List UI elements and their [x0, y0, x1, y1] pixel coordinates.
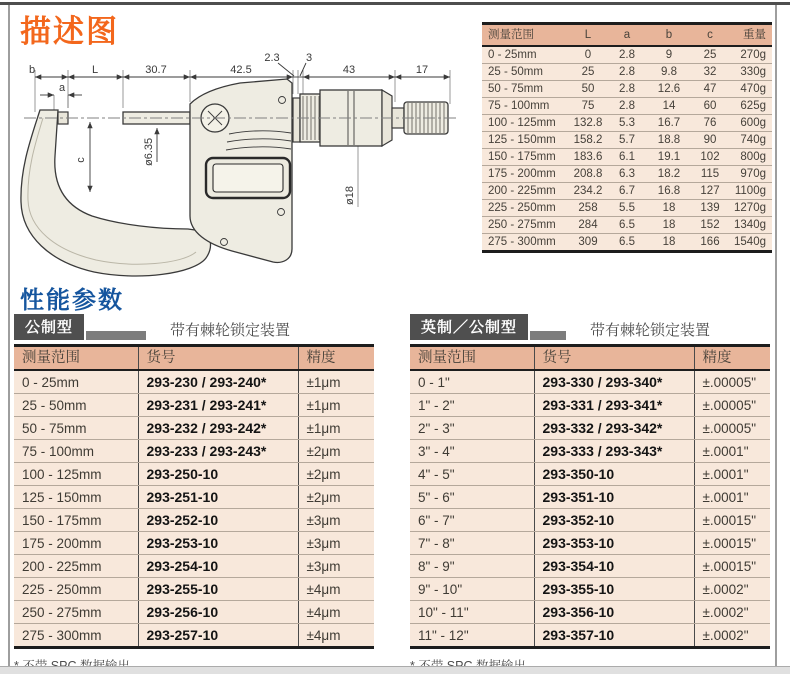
table-cell: 309 — [568, 234, 608, 252]
table-cell: 100 - 125mm — [482, 115, 568, 132]
column-header: c — [692, 24, 728, 47]
table-cell: 5.3 — [608, 115, 646, 132]
table-row — [482, 217, 772, 234]
table-row — [482, 149, 772, 166]
dim-label-43: 43 — [342, 64, 356, 76]
table-cell: 0 - 1" — [410, 370, 534, 394]
table-cell: 600g — [728, 115, 772, 132]
table-cell: 166 — [692, 234, 728, 252]
table-cell: 175 - 200mm — [482, 166, 568, 183]
table-cell: 293-333 / 293-343* — [534, 440, 694, 463]
column-header: a — [608, 24, 646, 47]
table-cell: 8" - 9" — [410, 555, 534, 578]
table-cell: ±4μm — [298, 601, 374, 624]
table-cell: 250 - 275mm — [482, 217, 568, 234]
table-cell: 18 — [646, 200, 692, 217]
table-cell: ±.00015" — [694, 509, 770, 532]
table-row — [410, 394, 770, 417]
table-cell: 293-252-10 — [138, 509, 298, 532]
column-header: 精度 — [694, 346, 770, 371]
table-row — [482, 166, 772, 183]
column-header: 重量 — [728, 24, 772, 47]
table-cell: 293-330 / 293-340* — [534, 370, 694, 394]
table-cell: 47 — [692, 81, 728, 98]
table-cell: ±.0002" — [694, 601, 770, 624]
table-cell: 5.5 — [608, 200, 646, 217]
table-row — [14, 532, 374, 555]
table-cell: 1" - 2" — [410, 394, 534, 417]
dim-label-3: 3 — [305, 52, 313, 64]
table-row — [482, 46, 772, 64]
table-cell: 258 — [568, 200, 608, 217]
table-cell: 102 — [692, 149, 728, 166]
table-cell: 50 - 75mm — [14, 417, 138, 440]
table-cell: 115 — [692, 166, 728, 183]
table-row — [14, 370, 374, 394]
table-cell: 132.8 — [568, 115, 608, 132]
table-row — [410, 532, 770, 555]
table-cell: 6" - 7" — [410, 509, 534, 532]
table-row — [482, 81, 772, 98]
inch-block — [410, 314, 770, 674]
table-cell: 800g — [728, 149, 772, 166]
table-cell: 470g — [728, 81, 772, 98]
table-cell: 330g — [728, 64, 772, 81]
table-cell: 293-255-10 — [138, 578, 298, 601]
column-header: 货号 — [534, 346, 694, 371]
dim-label-2-3: 2.3 — [264, 52, 280, 64]
header-row — [482, 24, 772, 47]
table-cell: 5.7 — [608, 132, 646, 149]
table-cell: ±.0001" — [694, 440, 770, 463]
header-row — [410, 346, 770, 371]
table-cell: 293-352-10 — [534, 509, 694, 532]
table-cell: 200 - 225mm — [482, 183, 568, 200]
table-cell: 12.6 — [646, 81, 692, 98]
table-cell: 175 - 200mm — [14, 532, 138, 555]
table-row — [410, 417, 770, 440]
table-row — [410, 578, 770, 601]
table-cell: 9 — [646, 46, 692, 64]
table-cell: 158.2 — [568, 132, 608, 149]
column-header: 货号 — [138, 346, 298, 371]
table-cell: 1340g — [728, 217, 772, 234]
section-title-description: 描述图 — [20, 14, 119, 49]
table-cell: ±.00005" — [694, 417, 770, 440]
table-cell: 2" - 3" — [410, 417, 534, 440]
table-cell: 6.5 — [608, 234, 646, 252]
table-cell: 293-332 / 293-342* — [534, 417, 694, 440]
table-row — [410, 624, 770, 648]
table-cell: 90 — [692, 132, 728, 149]
table-cell: 25 — [692, 46, 728, 64]
table-cell: 6.1 — [608, 149, 646, 166]
dim-label-spindle-diameter: ø6.35 — [143, 137, 155, 166]
table-cell: 275 - 300mm — [482, 234, 568, 252]
metric-badge-row — [14, 314, 374, 341]
table-cell: 275 - 300mm — [14, 624, 138, 648]
table-cell: 1100g — [728, 183, 772, 200]
table-row — [482, 200, 772, 217]
table-cell: ±2μm — [298, 440, 374, 463]
table-cell: 16.8 — [646, 183, 692, 200]
table-cell: 225 - 250mm — [482, 200, 568, 217]
table-row — [14, 440, 374, 463]
table-cell: 100 - 125mm — [14, 463, 138, 486]
inch-type-badge: 英制／公制型 — [410, 314, 528, 340]
table-cell: 2.8 — [608, 64, 646, 81]
inch-badge-row — [410, 314, 770, 341]
header-row — [14, 346, 374, 371]
table-row — [14, 463, 374, 486]
table-cell: 75 - 100mm — [482, 98, 568, 115]
table-row — [14, 624, 374, 648]
table-cell: 25 - 50mm — [482, 64, 568, 81]
table-cell: ±.0001" — [694, 486, 770, 509]
dim-label-b: b — [28, 64, 36, 76]
table-row — [410, 370, 770, 394]
table-cell: 250 - 275mm — [14, 601, 138, 624]
table-cell: ±.00015" — [694, 555, 770, 578]
dim-label-L: L — [91, 64, 99, 76]
table-cell: 2.8 — [608, 98, 646, 115]
column-header: 测量范围 — [482, 24, 568, 47]
table-cell: 625g — [728, 98, 772, 115]
table-cell: 60 — [692, 98, 728, 115]
page-border-right — [775, 5, 777, 668]
table-cell: ±4μm — [298, 578, 374, 601]
table-row — [14, 578, 374, 601]
table-row — [410, 463, 770, 486]
table-cell: 150 - 175mm — [482, 149, 568, 166]
table-cell: 50 — [568, 81, 608, 98]
table-cell: 284 — [568, 217, 608, 234]
table-cell: 293-331 / 293-341* — [534, 394, 694, 417]
dim-label-42-5: 42.5 — [230, 64, 252, 76]
table-cell: ±1μm — [298, 370, 374, 394]
section-title-performance: 性能参数 — [20, 287, 124, 314]
dim-label-30-7: 30.7 — [145, 64, 167, 76]
table-cell: ±1μm — [298, 417, 374, 440]
dimensions-table — [482, 22, 772, 253]
table-row — [14, 509, 374, 532]
table-cell: 4" - 5" — [410, 463, 534, 486]
dim-label-c: c — [75, 157, 87, 163]
table-cell: ±.0002" — [694, 624, 770, 648]
table-cell: ±3μm — [298, 555, 374, 578]
table-cell: 183.6 — [568, 149, 608, 166]
dim-label-a: a — [58, 82, 66, 94]
table-row — [410, 440, 770, 463]
table-cell: ±.00005" — [694, 370, 770, 394]
table-cell: 208.8 — [568, 166, 608, 183]
table-row — [410, 486, 770, 509]
table-cell: 7" - 8" — [410, 532, 534, 555]
table-cell: 150 - 175mm — [14, 509, 138, 532]
table-cell: 2.8 — [608, 81, 646, 98]
column-header: 测量范围 — [14, 346, 138, 371]
table-cell: 2.8 — [608, 46, 646, 64]
table-cell: 293-257-10 — [138, 624, 298, 648]
column-header: 精度 — [298, 346, 374, 371]
table-cell: ±.00005" — [694, 394, 770, 417]
column-header: b — [646, 24, 692, 47]
table-cell: 234.2 — [568, 183, 608, 200]
table-row — [410, 555, 770, 578]
table-cell: 293-230 / 293-240* — [138, 370, 298, 394]
table-row — [410, 601, 770, 624]
table-cell: 76 — [692, 115, 728, 132]
column-header: L — [568, 24, 608, 47]
table-cell: 127 — [692, 183, 728, 200]
table-cell: 293-351-10 — [534, 486, 694, 509]
table-cell: 75 — [568, 98, 608, 115]
table-cell: 0 — [568, 46, 608, 64]
table-cell: 0 - 25mm — [482, 46, 568, 64]
table-cell: 50 - 75mm — [482, 81, 568, 98]
table-cell: ±2μm — [298, 486, 374, 509]
table-row — [482, 64, 772, 81]
table-cell: 293-354-10 — [534, 555, 694, 578]
table-cell: 14 — [646, 98, 692, 115]
table-cell: 25 - 50mm — [14, 394, 138, 417]
metric-subtitle: 带有棘轮锁定装置 — [170, 322, 291, 339]
table-cell: 152 — [692, 217, 728, 234]
table-cell: 6.5 — [608, 217, 646, 234]
table-row — [482, 234, 772, 252]
table-cell: 75 - 100mm — [14, 440, 138, 463]
table-cell: 293-250-10 — [138, 463, 298, 486]
table-row — [482, 98, 772, 115]
metric-type-badge: 公制型 — [14, 314, 84, 340]
table-cell: 18.8 — [646, 132, 692, 149]
table-cell: 6.3 — [608, 166, 646, 183]
table-row — [482, 132, 772, 149]
table-cell: 19.1 — [646, 149, 692, 166]
table-cell: ±.00015" — [694, 532, 770, 555]
table-cell: 225 - 250mm — [14, 578, 138, 601]
table-row — [14, 486, 374, 509]
table-cell: 293-357-10 — [534, 624, 694, 648]
badge-bar — [530, 331, 566, 340]
table-cell: 293-254-10 — [138, 555, 298, 578]
frame — [21, 110, 211, 276]
micrometer-diagram — [10, 50, 470, 282]
table-row — [482, 183, 772, 200]
table-cell: 293-233 / 293-243* — [138, 440, 298, 463]
table-cell: 32 — [692, 64, 728, 81]
table-cell: 293-251-10 — [138, 486, 298, 509]
table-cell: 18.2 — [646, 166, 692, 183]
table-cell: 293-256-10 — [138, 601, 298, 624]
table-cell: 740g — [728, 132, 772, 149]
table-cell: ±3μm — [298, 509, 374, 532]
table-cell: 10" - 11" — [410, 601, 534, 624]
table-cell: 125 - 150mm — [482, 132, 568, 149]
table-cell: 200 - 225mm — [14, 555, 138, 578]
table-cell: 270g — [728, 46, 772, 64]
table-cell: 0 - 25mm — [14, 370, 138, 394]
table-cell: 9.8 — [646, 64, 692, 81]
micrometer-body — [21, 79, 458, 276]
table-cell: ±2μm — [298, 463, 374, 486]
table-cell: ±1μm — [298, 394, 374, 417]
display-screen — [213, 164, 283, 192]
table-cell: ±.0001" — [694, 463, 770, 486]
table-row — [14, 417, 374, 440]
table-cell: 1540g — [728, 234, 772, 252]
table-cell: 125 - 150mm — [14, 486, 138, 509]
table-cell: 293-350-10 — [534, 463, 694, 486]
table-cell: ±.0002" — [694, 578, 770, 601]
table-cell: ±4μm — [298, 624, 374, 648]
table-cell: 6.7 — [608, 183, 646, 200]
dim-label-17: 17 — [415, 64, 429, 76]
table-cell: 293-353-10 — [534, 532, 694, 555]
table-cell: 293-232 / 293-242* — [138, 417, 298, 440]
table-row — [14, 601, 374, 624]
table-cell: ±3μm — [298, 532, 374, 555]
table-cell: 18 — [646, 217, 692, 234]
bottom-strip — [0, 666, 790, 674]
table-cell: 293-231 / 293-241* — [138, 394, 298, 417]
table-cell: 25 — [568, 64, 608, 81]
table-row — [410, 509, 770, 532]
table-cell: 970g — [728, 166, 772, 183]
table-cell: 3" - 4" — [410, 440, 534, 463]
table-cell: 18 — [646, 234, 692, 252]
column-header: 测量范围 — [410, 346, 534, 371]
inch-table — [410, 344, 770, 649]
metric-block — [14, 314, 374, 674]
table-cell: 293-253-10 — [138, 532, 298, 555]
table-cell: 16.7 — [646, 115, 692, 132]
table-row — [482, 115, 772, 132]
dim-label-thimble-diameter: ø18 — [344, 186, 356, 205]
inch-subtitle: 带有棘轮锁定装置 — [590, 322, 711, 339]
table-cell: 139 — [692, 200, 728, 217]
table-cell: 9" - 10" — [410, 578, 534, 601]
table-cell: 5" - 6" — [410, 486, 534, 509]
table-cell: 1270g — [728, 200, 772, 217]
table-cell: 11" - 12" — [410, 624, 534, 648]
table-cell: 293-355-10 — [534, 578, 694, 601]
table-cell: 293-356-10 — [534, 601, 694, 624]
top-rule — [0, 2, 790, 5]
metric-table — [14, 344, 374, 649]
table-row — [14, 394, 374, 417]
badge-bar — [86, 331, 146, 340]
table-row — [14, 555, 374, 578]
